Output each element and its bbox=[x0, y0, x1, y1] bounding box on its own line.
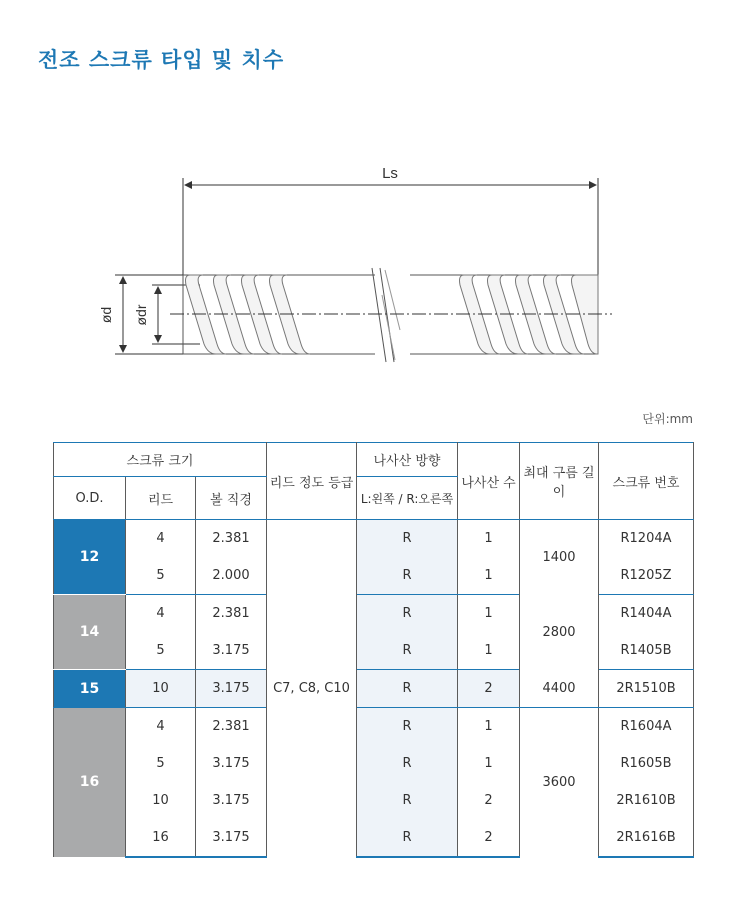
ball-dia-cell: 2.381 bbox=[196, 708, 267, 746]
max-length-cell: 1400 bbox=[520, 520, 599, 595]
header-lead: 리드 bbox=[126, 477, 196, 520]
ball-dia-cell: 3.175 bbox=[196, 670, 267, 708]
part-number-cell: 2R1616B bbox=[599, 819, 694, 857]
header-ball-dia: 볼 직경 bbox=[196, 477, 267, 520]
header-lead-accuracy: 리드 정도 등급 bbox=[267, 443, 357, 520]
table-body bbox=[54, 520, 694, 858]
thread-count-cell: 1 bbox=[458, 708, 520, 746]
ball-dia-cell: 2.000 bbox=[196, 557, 267, 595]
thread-direction-cell: R bbox=[357, 819, 458, 857]
header-max-length: 최대 구름 길이 bbox=[520, 443, 599, 520]
screw-spec-table bbox=[53, 442, 694, 858]
table-row bbox=[54, 708, 694, 746]
part-number-cell: R1604A bbox=[599, 708, 694, 746]
table-row bbox=[54, 520, 694, 558]
od-cell: 15 bbox=[54, 670, 126, 708]
max-length-cell: 4400 bbox=[520, 670, 599, 708]
od-cell: 16 bbox=[54, 708, 126, 858]
thread-direction-cell: R bbox=[357, 782, 458, 819]
dr-label: ødr bbox=[133, 304, 149, 326]
lead-cell: 16 bbox=[126, 819, 196, 857]
part-number-cell: R1605B bbox=[599, 745, 694, 782]
lead-accuracy-cell: C7, C8, C10 bbox=[267, 520, 357, 858]
part-number-cell: R1404A bbox=[599, 595, 694, 633]
unit-label: 단위:mm bbox=[642, 412, 693, 426]
thread-direction-cell: R bbox=[357, 632, 458, 670]
lead-cell: 5 bbox=[126, 557, 196, 595]
thread-count-cell: 1 bbox=[458, 745, 520, 782]
max-length-cell: 2800 bbox=[520, 595, 599, 670]
max-length-cell: 3600 bbox=[520, 708, 599, 858]
ball-dia-cell: 3.175 bbox=[196, 782, 267, 819]
header-od: O.D. bbox=[54, 477, 126, 520]
part-number-cell: R1405B bbox=[599, 632, 694, 670]
thread-direction-cell: R bbox=[357, 708, 458, 746]
header-thread-count: 나사산 수 bbox=[458, 443, 520, 520]
ball-dia-cell: 3.175 bbox=[196, 819, 267, 857]
thread-count-cell: 1 bbox=[458, 595, 520, 633]
lead-cell: 4 bbox=[126, 520, 196, 558]
od-cell: 12 bbox=[54, 520, 126, 595]
ls-label: Ls bbox=[382, 165, 398, 182]
od-label: ød bbox=[98, 306, 114, 324]
table-row bbox=[54, 670, 694, 708]
lead-cell: 4 bbox=[126, 708, 196, 746]
ball-dia-cell: 2.381 bbox=[196, 520, 267, 558]
thread-direction-cell: R bbox=[357, 745, 458, 782]
thread-count-cell: 1 bbox=[458, 632, 520, 670]
lead-cell: 5 bbox=[126, 632, 196, 670]
thread-count-cell: 2 bbox=[458, 819, 520, 857]
screw-dimension-drawing bbox=[0, 160, 755, 375]
ball-dia-cell: 2.381 bbox=[196, 595, 267, 633]
part-number-cell: R1204A bbox=[599, 520, 694, 558]
lead-cell: 10 bbox=[126, 782, 196, 819]
lead-cell: 10 bbox=[126, 670, 196, 708]
part-number-cell: 2R1610B bbox=[599, 782, 694, 819]
header-screw-size: 스크류 크기 bbox=[54, 443, 267, 477]
table-row bbox=[54, 595, 694, 633]
ball-dia-cell: 3.175 bbox=[196, 745, 267, 782]
header-thread-direction: 나사산 방향 bbox=[357, 443, 458, 477]
part-number-cell: 2R1510B bbox=[599, 670, 694, 708]
header-thread-direction-sub: L:왼쪽 / R:오른쪽 bbox=[357, 477, 458, 520]
lead-cell: 4 bbox=[126, 595, 196, 633]
ball-dia-cell: 3.175 bbox=[196, 632, 267, 670]
thread-count-cell: 1 bbox=[458, 520, 520, 558]
part-number-cell: R1205Z bbox=[599, 557, 694, 595]
thread-direction-cell: R bbox=[357, 520, 458, 558]
thread-direction-cell: R bbox=[357, 595, 458, 633]
od-cell: 14 bbox=[54, 595, 126, 670]
thread-direction-cell: R bbox=[357, 557, 458, 595]
thread-count-cell: 2 bbox=[458, 782, 520, 819]
header-part-number: 스크류 번호 bbox=[599, 443, 694, 520]
thread-direction-cell: R bbox=[357, 670, 458, 708]
lead-cell: 5 bbox=[126, 745, 196, 782]
page-title: 전조 스크류 타입 및 치수 bbox=[38, 48, 285, 72]
thread-count-cell: 2 bbox=[458, 670, 520, 708]
thread-count-cell: 1 bbox=[458, 557, 520, 595]
